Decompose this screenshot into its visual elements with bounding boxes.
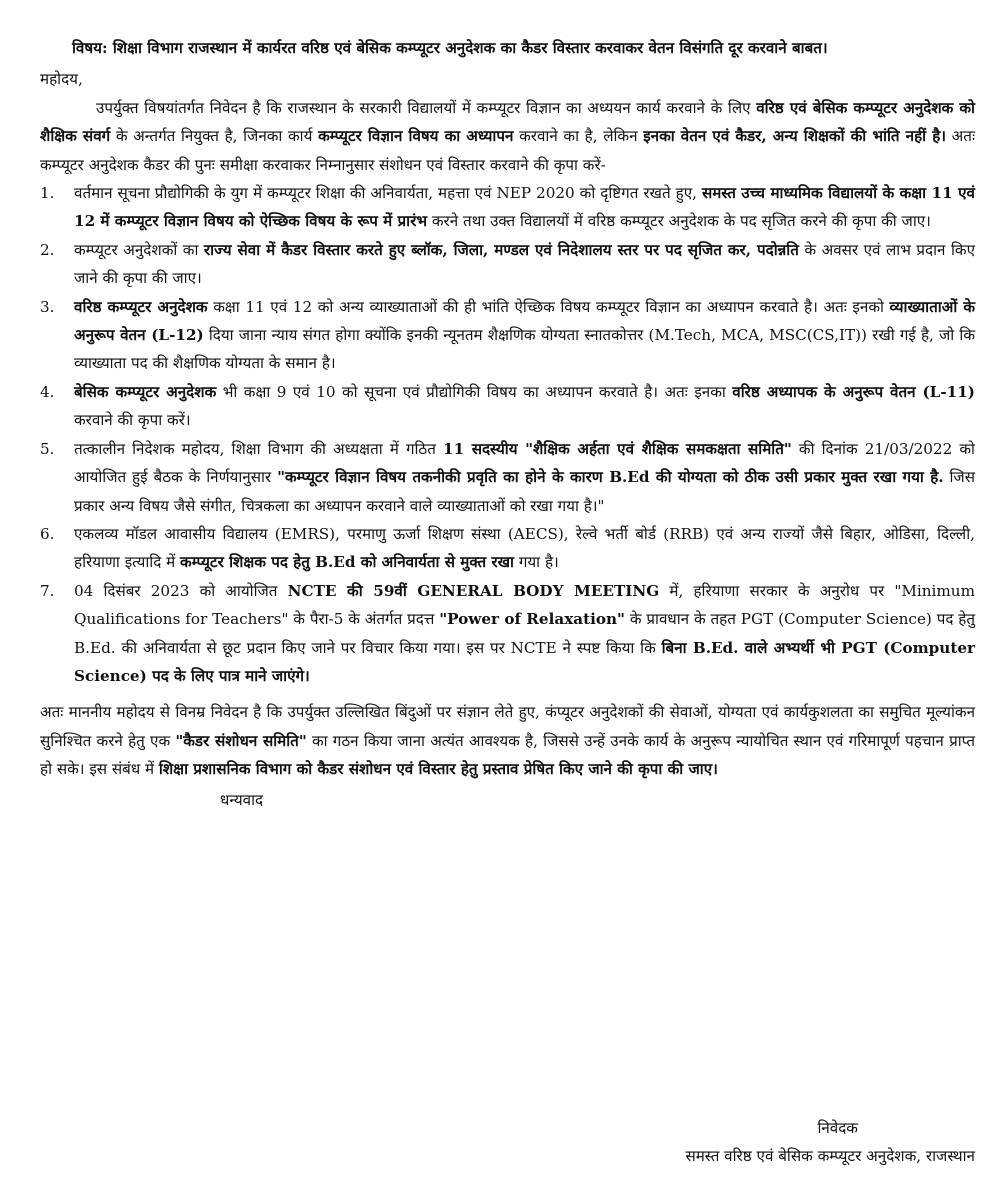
intro-paragraph: [40, 94, 975, 179]
list-item: [40, 520, 975, 577]
list-number: 5.: [40, 439, 55, 458]
list-item: [40, 577, 975, 691]
closing-text-2: का गठन किया जाना अत्यंत आवश्यक है, जिससे उन्हें उनके कार्य के अनुरूप न्यायोचित स्थान एवं गरिमापूर्ण पहचान प्राप्त हो सके। इस संबंध में: [40, 731, 975, 779]
point-5-bold-2: "कम्प्यूटर विज्ञान विषय तकनीकी प्रवृति का होने के कारण B.Ed की योग्यता को ठीक उसी प्रकार मुक्त रखा गया है.: [277, 468, 944, 487]
intro-text-3: करवाने का है, लेकिन: [513, 127, 644, 146]
point-7-bold-2: "Power of Relaxation": [439, 610, 625, 629]
subject-label: विषय:: [72, 39, 108, 57]
point-5-text-1: तत्कालीन निदेशक महोदय, शिक्षा विभाग की अध्यक्षता में गठित: [74, 439, 444, 458]
list-number: 4.: [40, 382, 55, 401]
point-6-text-2: गया है।: [514, 553, 559, 572]
point-4-text-1: भी कक्षा 9 एवं 10 को सूचना एवं प्रौद्योगिकी विषय का अध्यापन करवाते है। अतः इनका: [216, 382, 733, 401]
demand-list: [40, 179, 975, 690]
list-number: 1.: [40, 184, 55, 203]
list-item: [40, 179, 975, 236]
point-3-bold-1: वरिष्ठ कम्प्यूटर अनुदेशक: [74, 297, 208, 316]
point-5-text-3: जिस प्रकार अन्य विषय जैसे संगीत, चित्रकला का अध्यापन करवाने वाले व्याख्याताओं को रखा गया है।": [74, 468, 975, 515]
intro-text-4: अतः कम्प्यूटर अनुदेशक कैडर की पुनः समीक्षा करवाकर निम्नानुसार संशोधन एवं विस्तार करवाने की कृपा करें-: [40, 127, 976, 174]
list-item: [40, 378, 975, 435]
intro-text-1: उपर्युक्त विषयांतर्गत निवेदन है कि राजस्थान के सरकारी विद्यालयों में कम्प्यूटर विज्ञान का अध्ययन कार्य करवाने के लिए: [96, 98, 757, 117]
point-5-text-2: की दिनांक 21/03/2022 को आयोजित हुई बैठक के निर्णयानुसार: [74, 439, 975, 487]
list-number: 7.: [40, 581, 55, 600]
subject-text: शिक्षा विभाग राजस्थान में कार्यरत वरिष्ठ एवं बेसिक कम्प्यूटर अनुदेशक का कैडर विस्तार करवाकर वेतन विसंगति दूर करवाने बाबत।: [112, 39, 828, 57]
intro-bold-3: इनका वेतन एवं कैडर, अन्य शिक्षकों की भांति नहीं है।: [643, 127, 947, 146]
list-text: [74, 179, 975, 236]
point-7-bold-1: NCTE की 59वीं GENERAL BODY MEETING: [287, 581, 660, 600]
point-4-text-2: करवाने की कृपा करें।: [74, 411, 191, 430]
list-text: [74, 435, 975, 520]
closing-paragraph: [40, 698, 975, 783]
closing-bold-1: "कैडर संशोधन समिति": [175, 731, 307, 750]
list-number: 2.: [40, 240, 55, 259]
intro-bold-1: वरिष्ठ एवं बेसिक कम्प्यूटर अनुदेशक को शैक्षिक संवर्ग: [40, 98, 975, 146]
list-item: [40, 293, 975, 378]
closing-bold-2: शिक्षा प्रशासनिक विभाग को कैडर संशोधन एवं विस्तार हेतु प्रस्ताव प्रेषित किए जाने की कृपा की जाए।: [158, 760, 718, 779]
point-3-text-2: दिया जाना न्याय संगत होगा क्योंकि इनकी न्यूनतम शैक्षणिक योग्यता स्नातकोत्तर (M.Tech, MCA, MSC(CS,IT)) रखी गई है, जो कि व्याख्याता पद की शैक्षणिक योग्यता के समान है।: [74, 326, 975, 373]
point-1-bold-1: समस्त उच्च माध्यमिक विद्यालयों के कक्षा 11 एवं 12 में कम्प्यूटर विज्ञान विषय को ऐच्छिक विषय के रूप में प्रारंभ: [74, 184, 975, 231]
list-item: [40, 435, 975, 520]
point-4-bold-1: बेसिक कम्प्यूटर अनुदेशक: [74, 382, 217, 401]
signature-sender: समस्त वरिष्ठ एवं बेसिक कम्प्यूटर अनुदेशक, राजस्थान: [685, 1147, 975, 1166]
point-6-text-1: एकलव्य मॉडल आवासीय विद्यालय (EMRS), परमाणु ऊर्जा शिक्षण संस्था (AECS), रेल्वे भर्ती बोर्ड (RRB) एवं अन्य राज्यों जैसे बिहार, ओडिसा, दिल्ली, हरियाणा इत्यादि में: [74, 524, 975, 572]
point-1-text-2: करने तथा उक्त विद्यालयों में वरिष्ठ कम्प्यूटर अनुदेशक के पद सृजित करने की कृपा की जाए।: [427, 212, 931, 231]
point-3-text-1: कक्षा 11 एवं 12 को अन्य व्याख्याताओं की ही भांति ऐच्छिक विषय कम्प्यूटर विज्ञान का अध्यापन करवाते है। अतः इनको: [207, 297, 890, 316]
point-3-bold-2: व्याख्याताओं के अनुरूप वेतन (L-12): [74, 297, 975, 345]
list-text: [74, 577, 975, 691]
point-7-text-1: 04 दिसंबर 2023 को आयोजित: [74, 581, 288, 600]
closing-text-1: अतः माननीय महोदय से विनम्र निवेदन है कि उपर्युक्त उल्लिखित बिंदुओं पर संज्ञान लेते हुए, कंप्यूटर अनुदेशकों की सेवाओं, योग्यता एवं कार्यकुशलता का समुचित मूल्यांकन सुनिश्चित करने हेतु एक: [40, 703, 975, 750]
point-2-bold-1: राज्य सेवा में कैडर विस्तार करते हुए ब्लॉक, जिला, मण्डल एवं निदेशालय स्तर पर पद सृजित कर, पदोन्नति: [203, 240, 799, 259]
subject-line: [40, 34, 975, 62]
list-text: [74, 293, 975, 378]
signature-title: निवेदक: [817, 1119, 858, 1137]
point-7-text-3: के प्रावधान के तहत PGT (Computer Science) पद हेतु B.Ed. की अनिवार्यता से छूट प्रदान किए जाने पर विचार किया गया। इस पर NCTE ने स्पष्ट किया कि: [74, 610, 975, 657]
intro-bold-2: कम्प्यूटर विज्ञान विषय का अध्यापन: [318, 127, 514, 146]
list-number: 3.: [40, 297, 55, 316]
point-2-text-2: के अवसर एवं लाभ प्रदान किए जाने की कृपा की जाए।: [74, 240, 975, 288]
point-7-text-2: में, हरियाणा सरकार के अनुरोध पर "Minimum Qualifications for Teachers" के पैरा-5 के अंतर्गत प्रदत्त: [74, 581, 975, 629]
point-6-bold-1: कम्प्यूटर शिक्षक पद हेतु B.Ed को अनिवार्यता से मुक्त रखा: [180, 553, 514, 572]
point-7-bold-3: बिना B.Ed. वाले अभ्यर्थी भी PGT (Computer Science) पद के लिए पात्र माने जाएंगे।: [74, 638, 976, 685]
intro-text-2: के अन्तर्गत नियुक्त है, जिनका कार्य: [110, 127, 319, 146]
point-4-bold-2: वरिष्ठ अध्यापक के अनुरूप वेतन (L-11): [732, 382, 975, 401]
list-text: [74, 236, 975, 293]
list-number: 6.: [40, 524, 55, 543]
list-text: [74, 378, 975, 435]
list-item: [40, 236, 975, 293]
point-1-text-1: वर्तमान सूचना प्रौद्योगिकी के युग में कम्प्यूटर शिक्षा की अनिवार्यता, महत्ता एवं NEP 2020 को दृष्टिगत रखते हुए,: [74, 184, 702, 203]
salutation: महोदय,: [40, 70, 83, 89]
point-2-text-1: कम्प्यूटर अनुदेशकों का: [74, 240, 204, 259]
point-5-bold-1: 11 सदस्यीय "शैक्षिक अर्हता एवं शैक्षिक समकक्षता समिति": [443, 439, 792, 458]
signature-block: [685, 1114, 975, 1171]
list-text: [74, 520, 975, 577]
thanks-line: धन्यवाद: [220, 790, 264, 809]
